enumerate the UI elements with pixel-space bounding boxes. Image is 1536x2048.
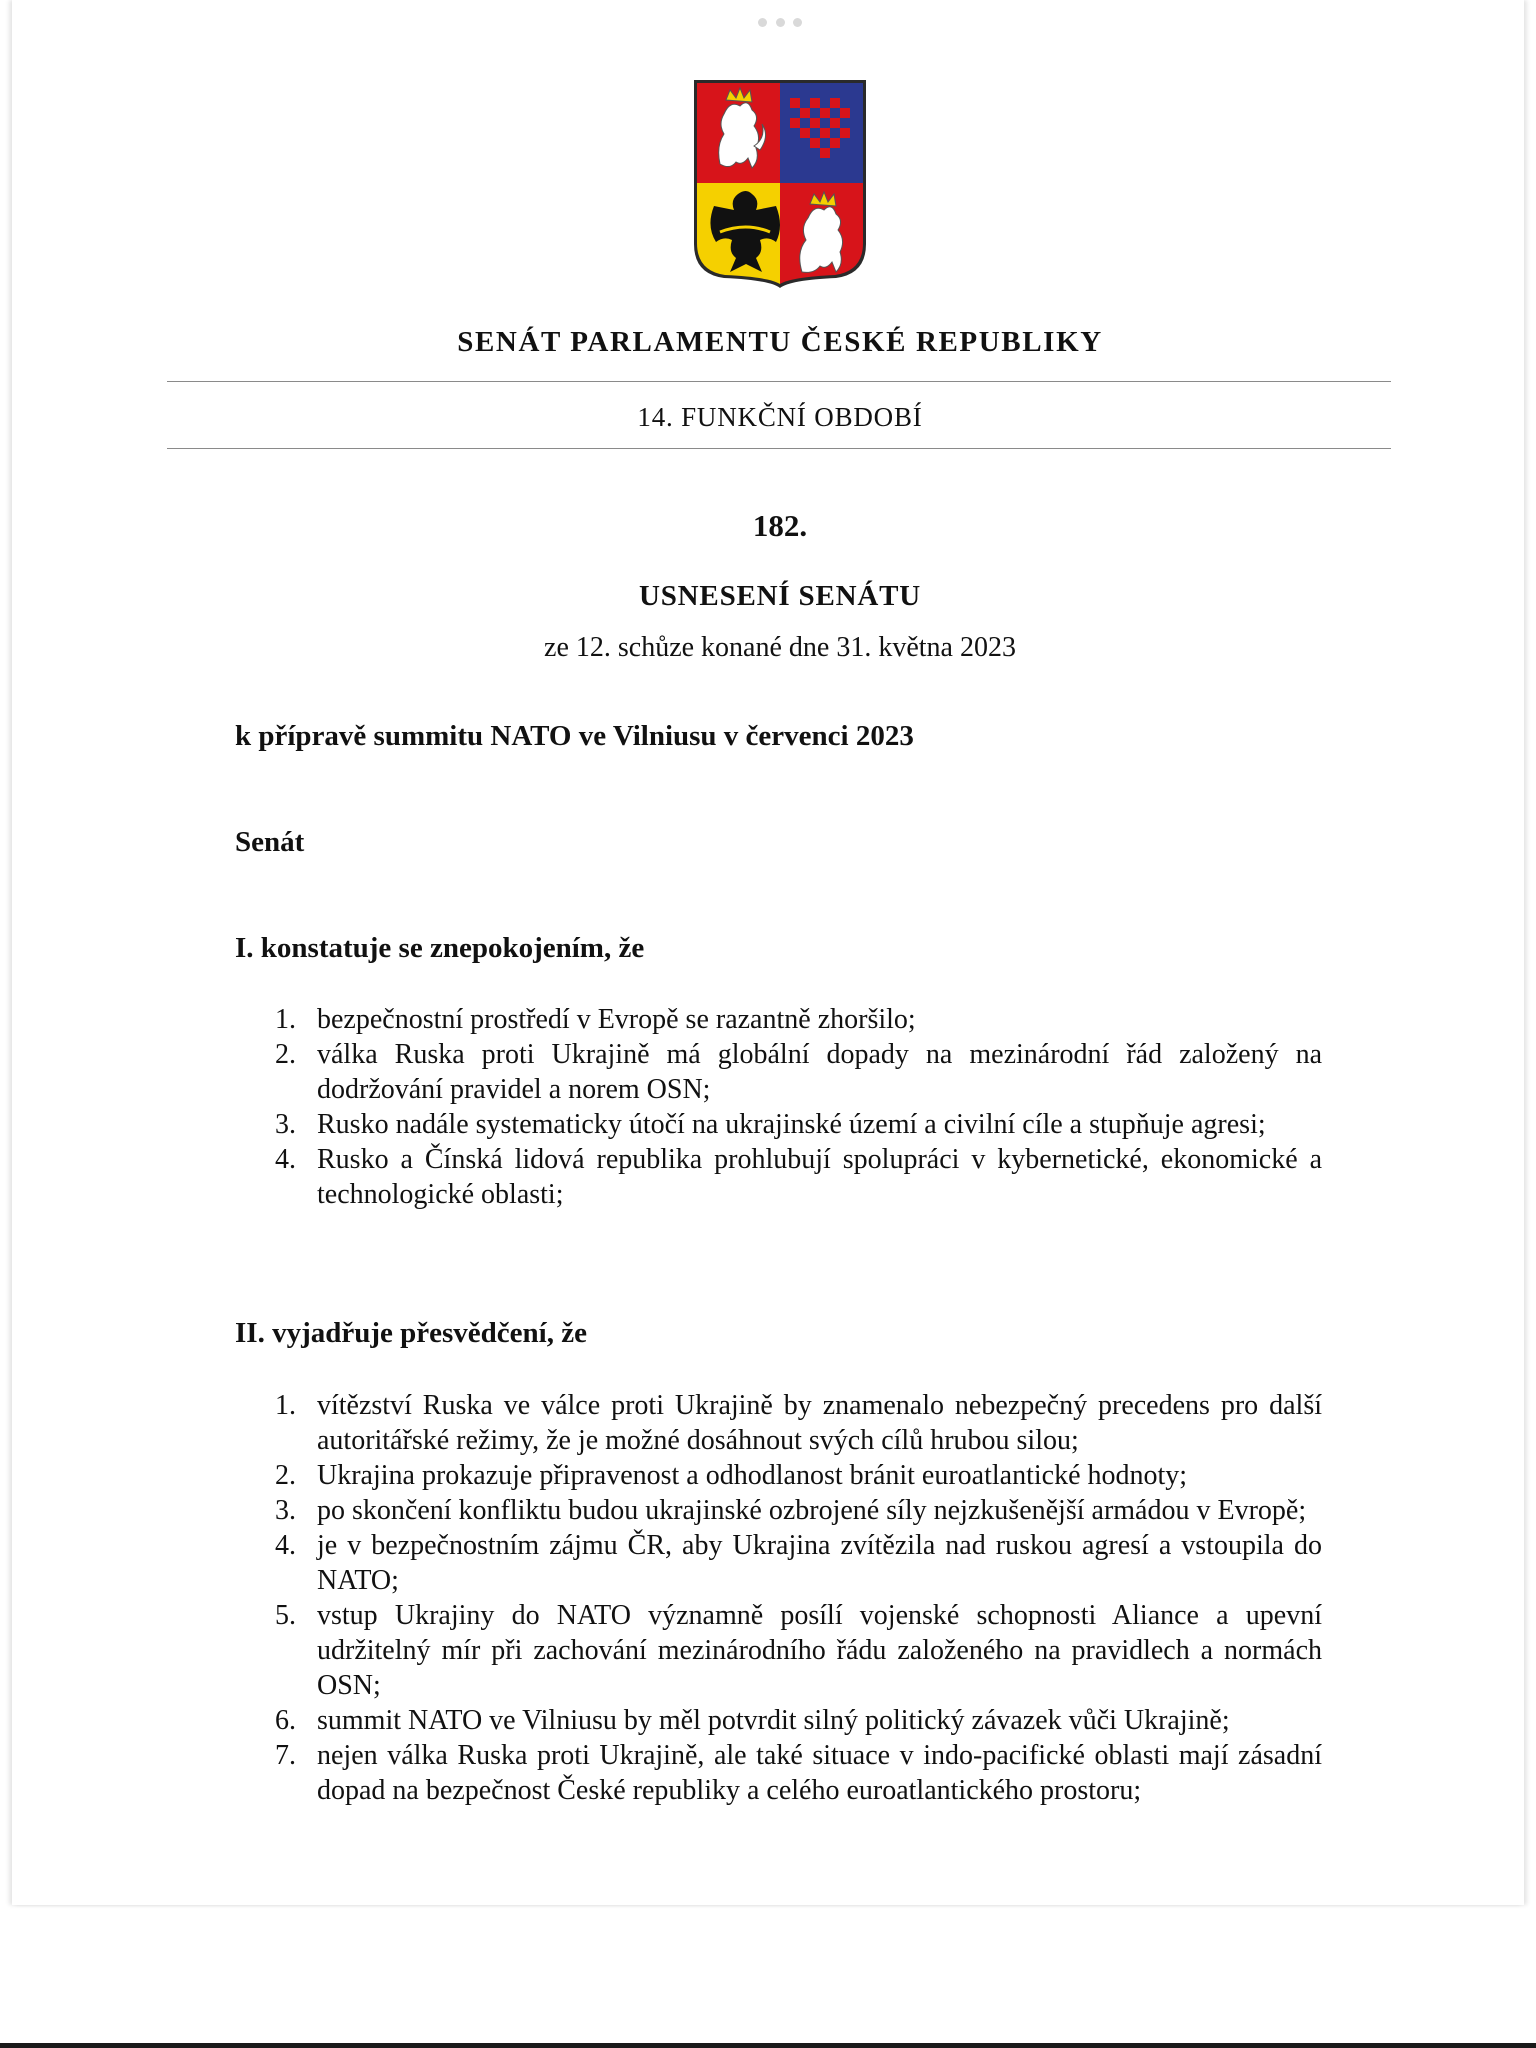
list-item <box>262 1142 1322 1212</box>
item-text: summit NATO ve Vilniusu by měl potvrdit silný politický závazek vůči Ukrajině; <box>317 1705 1230 1736</box>
item-number: 4. <box>275 1530 296 1561</box>
item-text: vítězství Ruska ve válce proti Ukrajině by znamenalo nebezpečný precedens pro další autoritářské režimy, že je možné dosáhnout svých cílů hrubou silou; <box>317 1390 1322 1456</box>
coat-of-arms-icon <box>690 76 870 288</box>
resolution-subject: k přípravě summitu NATO ve Vilniusu v červenci 2023 <box>235 720 914 752</box>
list-item <box>262 1703 1322 1738</box>
item-text: vstup Ukrajiny do NATO významně posílí vojenské schopnosti Aliance a upevní udržitelný mír při zachování mezinárodního řádu založeného na pravidlech a normách OSN; <box>317 1600 1322 1701</box>
header-divider-top <box>167 381 1391 382</box>
item-number: 1. <box>275 1004 296 1035</box>
item-text: je v bezpečnostním zájmu ČR, aby Ukrajina zvítězila nad ruskou agresí a vstoupila do NATO; <box>317 1530 1322 1596</box>
item-number: 2. <box>275 1460 296 1491</box>
list-item <box>262 1598 1322 1703</box>
item-number: 5. <box>275 1600 296 1631</box>
item-text: Ukrajina prokazuje připravenost a odhodlanost bránit euroatlantické hodnoty; <box>317 1460 1188 1491</box>
list-item <box>262 1037 1322 1107</box>
item-text: Rusko nadále systematicky útočí na ukrajinské území a civilní cíle a stupňuje agresi; <box>317 1109 1266 1140</box>
bottom-edge-divider <box>0 2043 1536 2048</box>
list-item <box>262 1458 1322 1493</box>
list-item <box>262 1528 1322 1598</box>
item-number: 3. <box>275 1109 296 1140</box>
header-divider-bottom <box>167 448 1391 449</box>
item-number: 4. <box>275 1144 296 1175</box>
item-number: 3. <box>275 1495 296 1526</box>
list-item <box>262 1388 1322 1458</box>
section-1-heading: I. konstatuje se znepokojením, že <box>235 932 645 964</box>
item-text: po skončení konfliktu budou ukrajinské ozbrojené síly nejzkušenější armádou v Evropě; <box>317 1495 1307 1526</box>
resolution-meeting-date: ze 12. schůze konané dne 31. května 2023 <box>544 632 1016 663</box>
list-item <box>262 1002 1322 1037</box>
list-item <box>262 1107 1322 1142</box>
item-number: 6. <box>275 1705 296 1736</box>
list-item <box>262 1493 1322 1528</box>
item-text: válka Ruska proti Ukrajině má globální dopady na mezinárodní řád založený na dodržování pravidel a norem OSN; <box>317 1039 1322 1105</box>
document-page <box>12 0 1524 1905</box>
term-label: 14. FUNKČNÍ OBDOBÍ <box>637 402 923 432</box>
item-number: 1. <box>275 1390 296 1421</box>
list-item <box>262 1738 1322 1808</box>
item-number: 7. <box>275 1740 296 1771</box>
resolution-title: USNESENÍ SENÁTU <box>639 580 921 612</box>
item-text: nejen válka Ruska proti Ukrajině, ale také situace v indo-pacifické oblasti mají zásadní dopad na bezpečnost České republiky a celého euroatlantického prostoru; <box>317 1740 1322 1806</box>
item-text: bezpečnostní prostředí v Evropě se razantně zhoršilo; <box>317 1004 916 1035</box>
section-1-list <box>262 1002 1322 1212</box>
resolution-number: 182. <box>752 508 808 543</box>
drag-handle-icon[interactable] <box>758 18 802 28</box>
body-label: Senát <box>235 826 305 858</box>
item-number: 2. <box>275 1039 296 1070</box>
section-2-heading: II. vyjadřuje přesvědčení, že <box>235 1317 587 1349</box>
section-2-list <box>262 1388 1322 1808</box>
institution-title: SENÁT PARLAMENTU ČESKÉ REPUBLIKY <box>457 326 1103 358</box>
item-text: Rusko a Čínská lidová republika prohlubují spolupráci v kybernetické, ekonomické a technologické oblasti; <box>317 1144 1322 1210</box>
